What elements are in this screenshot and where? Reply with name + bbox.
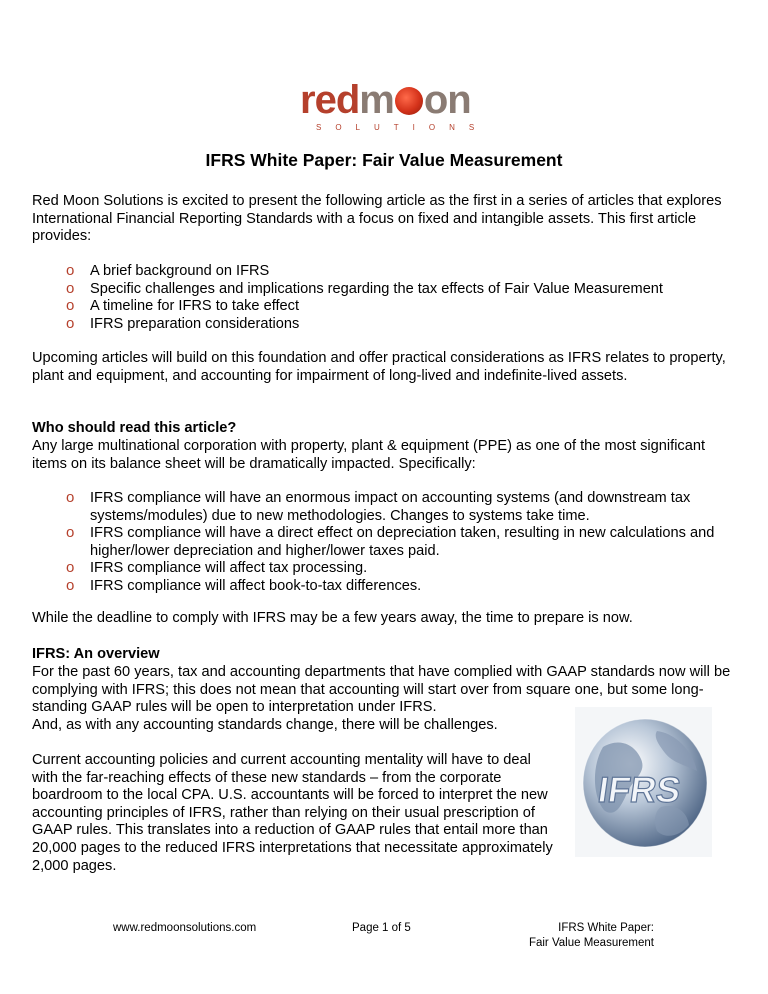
logo-wordmark — [300, 78, 471, 122]
logo-text-on: on — [423, 78, 471, 122]
who-paragraph: Any large multinational corporation with property, plant & equipment (PPE) as one of the most significant items on its balance sheet will be dramatically impacted. Specifically: — [32, 438, 706, 472]
overview-heading: IFRS: An overview — [32, 646, 160, 662]
footer-document-title — [529, 921, 654, 951]
provides-list — [32, 263, 742, 333]
page-title: IFRS White Paper: Fair Value Measurement — [205, 150, 563, 170]
globe-icon — [575, 707, 712, 857]
overview-paragraph-2: Current accounting policies and current accounting mentality will have to deal with the far-reaching effects of these new standards – from the corporate boardroom to the local CPA. U.S. accountants will be forced to interpret the new accounting principles of IFRS, rather than relying on their usual prescription of GAAP rules. This translates into a reduction of GAAP rules that entail more than 20,000 pages to the reduced IFRS interpretations that necessitate approximately 2,000 pages. — [32, 752, 553, 874]
bullet-icon: o — [66, 297, 75, 315]
bullet-icon: o — [66, 489, 75, 506]
bullet-icon: o — [66, 262, 75, 279]
redmoon-logo — [300, 78, 489, 138]
who-heading: Who should read this article? — [32, 420, 237, 436]
list-item: o A brief background on IFRS — [66, 262, 270, 279]
list-item: o IFRS compliance will have a direct effect on depreciation taken, resulting in new calculations and higher/lower depreciation and higher/lower taxes paid. — [66, 524, 715, 559]
intro-paragraph: Red Moon Solutions is excited to present the following article as the first in a series of articles that explores International Financial Reporting Standards with a focus on fixed and intangible assets. This first article provides: — [32, 193, 722, 245]
footer-doc-line-1: IFRS White Paper: — [558, 922, 654, 934]
list-item: o IFRS compliance will affect tax processing. — [66, 559, 368, 577]
overview-challenges: And, as with any accounting standards change, there will be challenges. — [32, 717, 498, 733]
list-item: o Specific challenges and implications regarding the tax effects of Fair Value Measurement — [66, 279, 663, 297]
overview-paragraph: For the past 60 years, tax and accounting departments that have complied with GAAP standards now will be complying with IFRS; this does not mean that accounting will start over from square one, but some long-standing GAAP rules will be open to interpretation under IFRS. — [32, 664, 731, 716]
bullet-icon: o — [66, 559, 75, 577]
deadline-paragraph: While the deadline to comply with IFRS may be a few years away, the time to prepare is now. — [32, 610, 633, 626]
list-item: o IFRS preparation considerations — [66, 314, 300, 332]
bullet-icon: o — [66, 524, 75, 542]
moon-icon — [395, 87, 423, 115]
globe-text: IFRS — [595, 769, 684, 810]
bullet-icon: o — [66, 279, 75, 297]
footer-website: www.redmoonsolutions.com — [113, 922, 257, 934]
list-item: o A timeline for IFRS to take effect — [66, 297, 300, 315]
list-item: o IFRS compliance will affect book-to-tax differences. — [66, 576, 422, 594]
footer-page-number: Page 1 of 5 — [352, 922, 411, 934]
list-item: o IFRS compliance will have an enormous impact on accounting systems (and downstream tax systems/modules) due to new methodologies. Changes to systems take time. — [66, 489, 691, 524]
ifrs-globe-image — [575, 707, 712, 857]
bullet-icon: o — [66, 576, 75, 594]
logo-text-red: red — [300, 78, 360, 122]
footer-doc-line-2: Fair Value Measurement — [528, 937, 654, 949]
logo-subtitle: SOLUTIONS — [316, 123, 489, 132]
bullet-icon: o — [66, 314, 75, 332]
compliance-list — [32, 490, 742, 596]
upcoming-paragraph: Upcoming articles will build on this foundation and offer practical considerations as IFRS relates to property, plant and equipment, and accounting for impairment of long-lived and indefinite-lived assets. — [32, 350, 726, 384]
logo-text-m: m — [359, 78, 394, 122]
